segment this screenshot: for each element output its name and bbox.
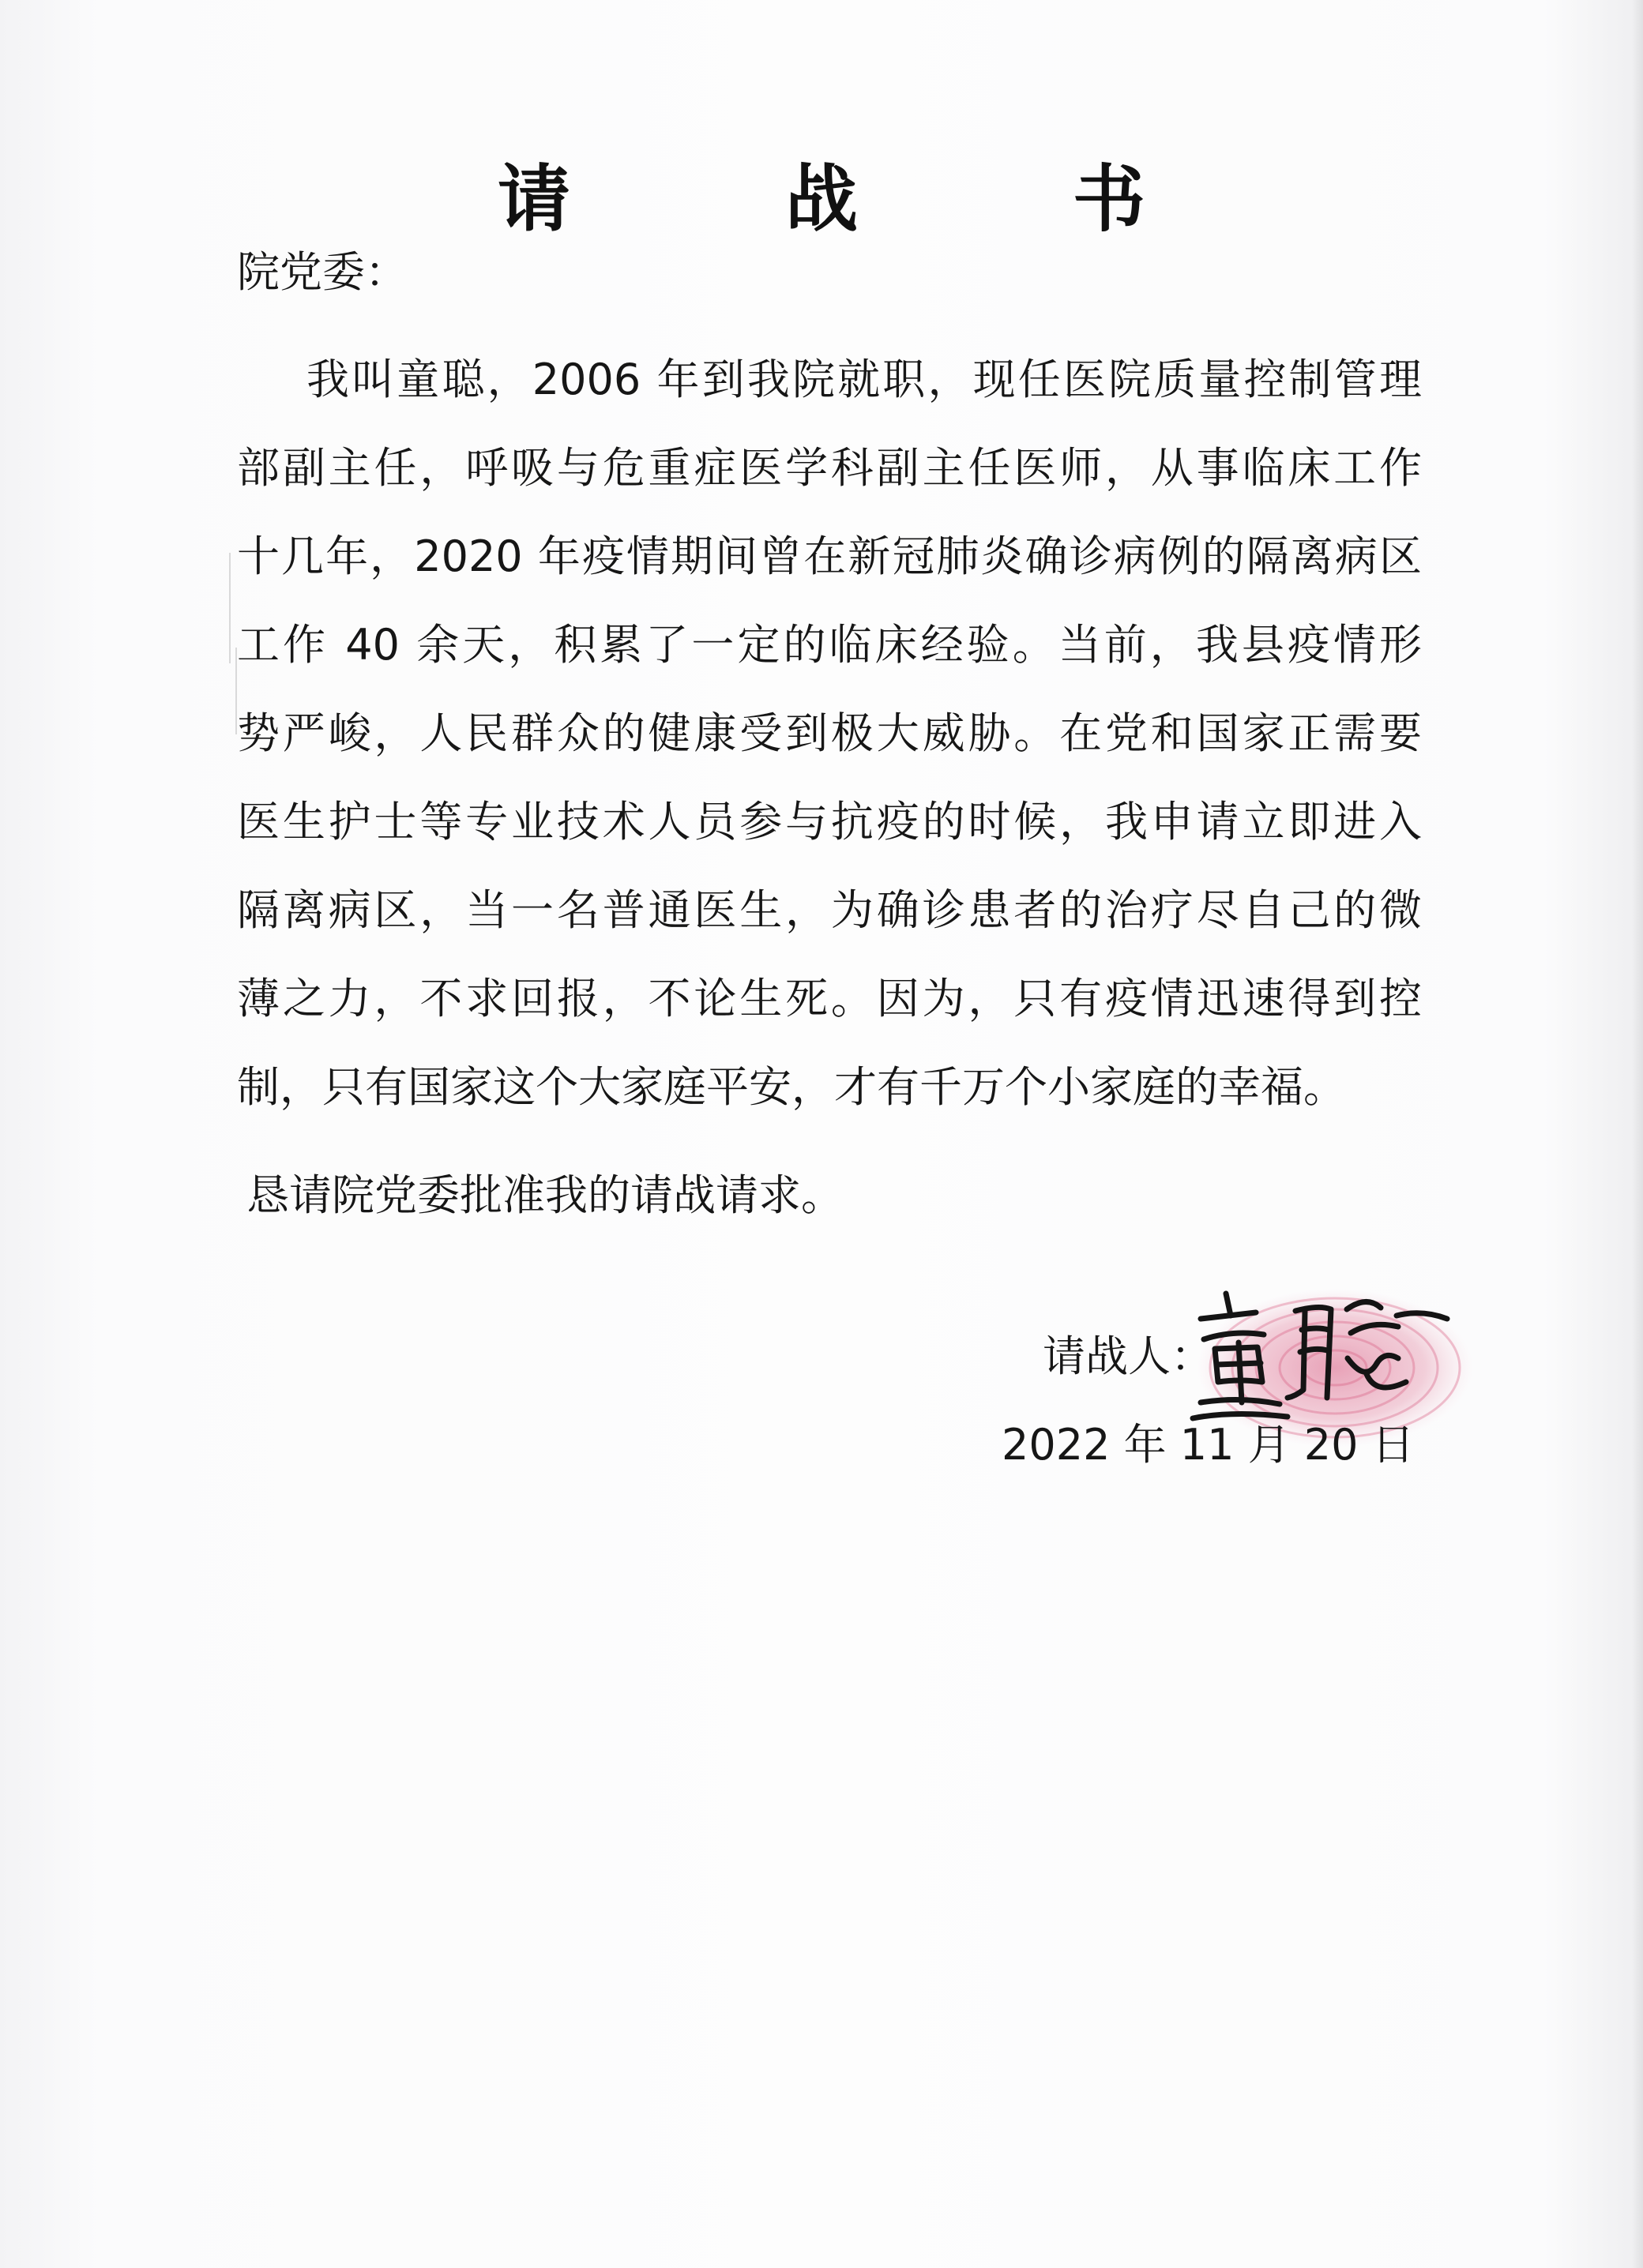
body-line: 工作 40 余天，积累了一定的临床经验。当前，我县疫情形 [237,620,1422,670]
signer-label: 请战人： [1043,1331,1213,1381]
body-line: 势严峻，人民群众的健康受到极大威胁。在党和国家正需要 [237,708,1422,758]
body-line: 十几年，2020 年疫情期间曾在新冠肺炎确诊病例的隔离病区 [237,531,1422,581]
closing-request: 恳请院党委批准我的请战请求。 [246,1170,844,1220]
letter-body [237,336,1422,1132]
body-line: 制，只有国家这个大家庭平安，才有千万个小家庭的幸福。 [237,1062,1346,1112]
signature-block [1043,1311,1453,1406]
body-line: 薄之力，不求回报，不论生死。因为，只有疫情迅速得到控 [237,974,1422,1023]
letter-date: 2022 年 11 月 20 日 [1002,1420,1415,1470]
body-line: 部副主任，呼吸与危重症医学科副主任医师，从事临床工作 [237,443,1422,493]
salutation: 院党委： [237,247,408,297]
body-line: 隔离病区，当一名普通医生，为确诊患者的治疗尽自己的微 [237,885,1422,935]
scan-edge-mark [229,553,231,663]
body-line: 我叫童聪，2006 年到我院就职，现任医院质量控制管理 [306,355,1422,404]
body-line: 医生护士等专业技术人员参与抗疫的时候，我申请立即进入 [237,797,1422,847]
document-title: 请 战 书 [497,156,1241,242]
page-edge-shadow [1632,0,1643,2268]
